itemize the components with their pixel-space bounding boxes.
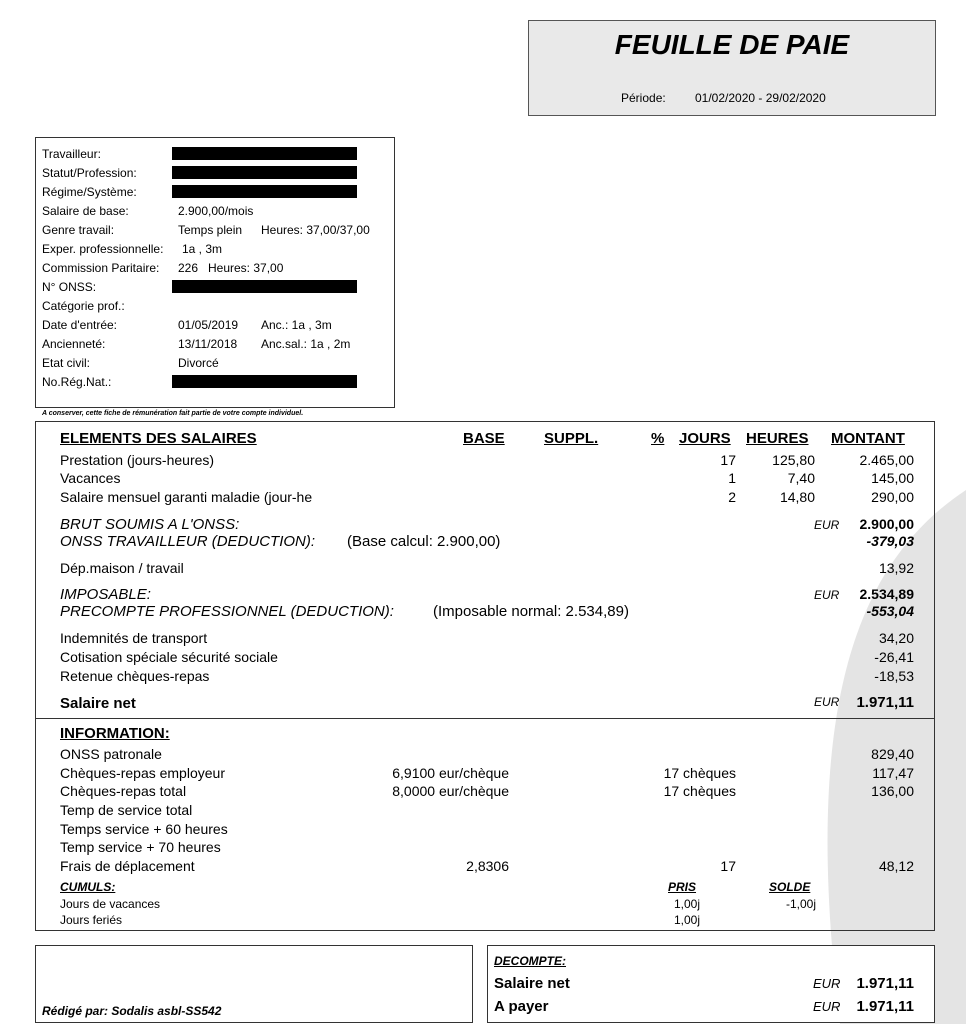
deduction-value: -26,41	[874, 649, 914, 665]
row-heures: 125,80	[772, 452, 815, 468]
onss-deduction-label: ONSS TRAVAILLEUR (DEDUCTION):	[60, 533, 316, 550]
document-title: FEUILLE DE PAIE	[614, 29, 850, 60]
redacted-block	[172, 147, 357, 160]
decompte-box	[487, 945, 935, 1023]
info-row-label: Temp service + 70 heures	[60, 839, 221, 855]
brut-value: 2.900,00	[859, 516, 914, 532]
row-heures: 14,80	[779, 489, 815, 505]
date-entree-value: 01/05/2019	[178, 318, 239, 332]
salaire-net-label: Salaire net	[60, 695, 136, 712]
row-label: Vacances	[60, 470, 121, 486]
info-row-jours: 17 chèques	[663, 783, 736, 799]
info-row-label: Chèques-repas employeur	[60, 765, 225, 781]
onss-value: -379,03	[866, 533, 914, 549]
cumul-row-label: Jours feriés	[60, 913, 123, 927]
cumul-row-label: Jours de vacances	[60, 897, 161, 911]
a-payer-value: 1.971,11	[856, 998, 914, 1015]
decompte-net-eur: EUR	[813, 976, 841, 991]
info-row-base: 6,9100 eur/chèque	[392, 765, 509, 781]
statut-label: Statut/Profession:	[42, 166, 137, 180]
commission-value: 226	[178, 261, 199, 275]
info-row-base: 2,8306	[466, 858, 509, 874]
information-title: INFORMATION:	[60, 725, 170, 742]
deduction-label: Indemnités de transport	[60, 630, 208, 646]
a-payer-eur: EUR	[813, 999, 841, 1014]
etat-civil-value: Divorcé	[178, 356, 219, 370]
row-label: Prestation (jours-heures)	[60, 452, 215, 468]
conservation-note: A conserver, cette fiche de rémunération fait partie de votre compte individuel.	[42, 410, 304, 417]
salaire-net-eur: EUR	[814, 695, 840, 709]
redacted-block	[172, 166, 357, 179]
imposable-label: IMPOSABLE:	[60, 586, 151, 603]
salaire-base-label: Salaire de base:	[42, 204, 129, 218]
row-jours: 17	[720, 452, 736, 468]
noreg-label: No.Rég.Nat.:	[42, 375, 112, 389]
onss-label: N° ONSS:	[42, 280, 97, 294]
regime-label: Régime/Système:	[42, 185, 137, 199]
info-row-jours: 17	[720, 858, 736, 874]
a-payer-label: A payer	[494, 998, 549, 1015]
worker-info-box	[35, 137, 395, 408]
genre-value: Temps plein	[178, 223, 243, 237]
info-row-jours: 17 chèques	[663, 765, 736, 781]
info-row-montant: 136,00	[871, 783, 914, 799]
salaire-base-value: 2.900,00/mois	[178, 204, 254, 218]
ancsal-value: Anc.sal.: 1a , 2m	[261, 337, 351, 351]
cumul-row-pris: 1,00j	[673, 913, 700, 927]
info-row-label: ONSS patronale	[60, 746, 162, 762]
cumul-row-pris: 1,00j	[673, 897, 700, 911]
info-row-base: 8,0000 eur/chèque	[392, 783, 509, 799]
col-pct-header: %	[651, 430, 665, 447]
info-row-montant: 829,40	[871, 746, 914, 762]
period-value: 01/02/2020 - 29/02/2020	[695, 91, 826, 105]
salaire-net-value: 1.971,11	[856, 694, 914, 711]
row-jours: 2	[728, 489, 736, 505]
dep-maison-label: Dép.maison / travail	[60, 560, 184, 576]
commission-label: Commission Paritaire:	[42, 261, 160, 275]
anciennete-value: 13/11/2018	[178, 337, 238, 351]
salary-elements-box	[35, 421, 935, 931]
info-row-montant: 117,47	[872, 765, 914, 781]
redacted-block	[172, 280, 357, 293]
period-label: Période:	[621, 91, 666, 105]
col-heures-header: HEURES	[746, 430, 809, 447]
row-heures: 7,40	[787, 470, 815, 486]
decompte-title: DECOMPTE:	[494, 954, 566, 968]
deduction-label: Retenue chèques-repas	[60, 668, 210, 684]
onss-base-calcul: (Base calcul: 2.900,00)	[347, 533, 501, 550]
genre-label: Genre travail:	[42, 223, 115, 237]
anciennete-label: Ancienneté:	[42, 337, 106, 351]
info-row-label: Frais de déplacement	[60, 858, 195, 874]
exper-label: Exper. professionnelle:	[42, 242, 164, 256]
col-base-header: BASE	[463, 430, 505, 447]
info-row-label: Chèques-repas total	[60, 783, 187, 799]
date-entree-label: Date d'entrée:	[42, 318, 118, 332]
row-label: Salaire mensuel garanti maladie (jour-he	[60, 489, 313, 505]
col-jours-header: JOURS	[679, 430, 731, 447]
header-box	[528, 20, 936, 116]
imposable-eur: EUR	[814, 588, 840, 602]
info-row-montant: 48,12	[878, 858, 914, 874]
commission-heures: Heures: 37,00	[208, 261, 284, 275]
signature-box	[35, 945, 473, 1023]
categorie-label: Catégorie prof.:	[42, 299, 125, 313]
brut-label: BRUT SOUMIS A L'ONSS:	[60, 516, 240, 533]
row-montant: 290,00	[871, 489, 914, 505]
info-row-label: Temp de service total	[60, 802, 193, 818]
cumuls-pris-header: PRIS	[668, 880, 697, 894]
decompte-net-label: Salaire net	[494, 975, 570, 992]
cumul-row-solde: -1,00j	[785, 897, 816, 911]
col-elements-header: ELEMENTS DES SALAIRES	[60, 430, 257, 447]
col-montant-header: MONTANT	[831, 430, 905, 447]
row-jours: 1	[728, 470, 736, 486]
deduction-value: 34,20	[878, 630, 914, 646]
exper-value: 1a , 3m	[182, 242, 223, 256]
redige-par: Rédigé par: Sodalis asbl-SS542	[42, 1004, 222, 1018]
precompte-label: PRECOMPTE PROFESSIONNEL (DEDUCTION):	[60, 603, 394, 620]
heures-value: Heures: 37,00/37,00	[261, 223, 370, 237]
deduction-label: Cotisation spéciale sécurité sociale	[60, 649, 278, 665]
travailleur-label: Travailleur:	[42, 147, 101, 161]
imposable-value: 2.534,89	[859, 586, 914, 602]
cumuls-title: CUMULS:	[60, 880, 116, 894]
precompte-imposable: (Imposable normal: 2.534,89)	[433, 603, 629, 620]
redacted-block	[172, 185, 357, 198]
redacted-block	[172, 375, 357, 388]
col-suppl-header: SUPPL.	[544, 430, 599, 447]
info-row-label: Temps service + 60 heures	[60, 821, 228, 837]
row-montant: 145,00	[871, 470, 914, 486]
brut-eur: EUR	[814, 518, 840, 532]
dep-maison-value: 13,92	[878, 560, 914, 576]
cumuls-solde-header: SOLDE	[769, 880, 811, 894]
row-montant: 2.465,00	[859, 452, 914, 468]
deduction-value: -18,53	[874, 668, 914, 684]
section-divider	[36, 718, 934, 719]
precompte-value: -553,04	[866, 603, 914, 619]
anc-value: Anc.: 1a , 3m	[261, 318, 332, 332]
decompte-net-value: 1.971,11	[856, 975, 914, 992]
etat-civil-label: Etat civil:	[42, 356, 91, 370]
